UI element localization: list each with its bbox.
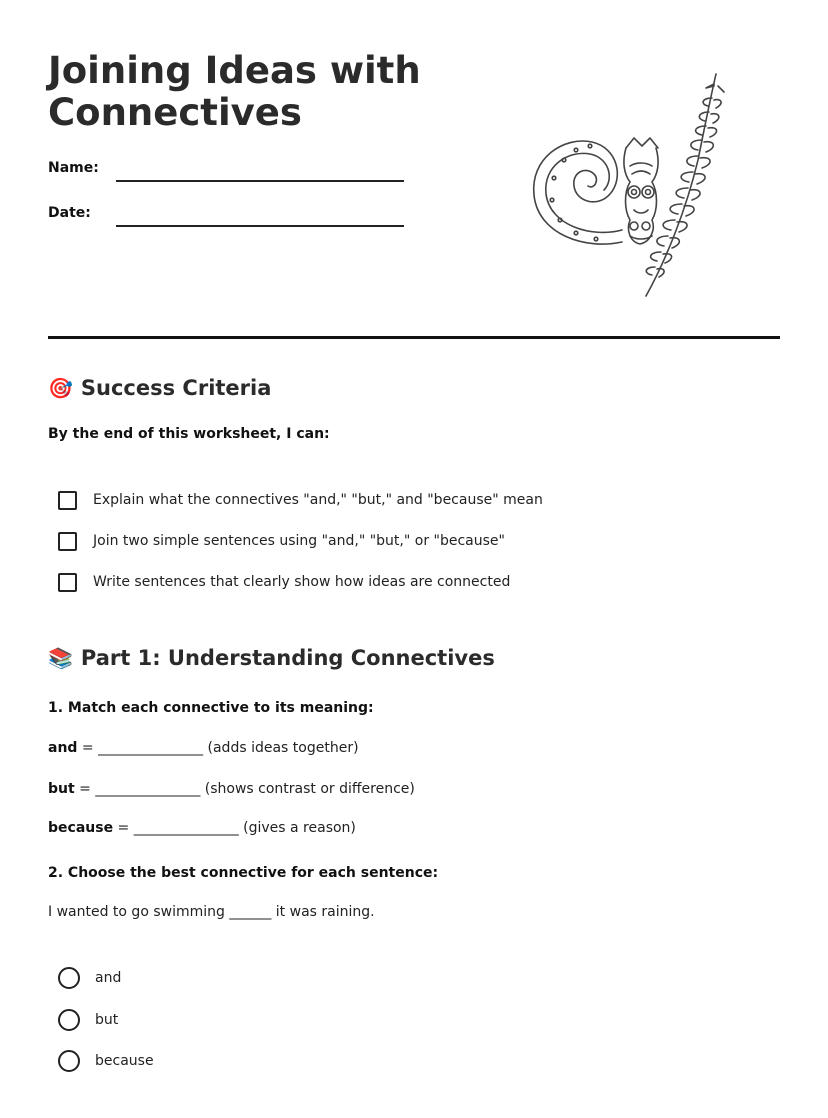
criteria-label: Join two simple sentences using "and," "but," or "because" [93, 533, 505, 549]
match-row-but [48, 781, 415, 797]
match-row-because [48, 820, 356, 836]
success-criteria-heading [48, 376, 271, 400]
date-write-line[interactable] [116, 225, 404, 227]
success-criteria-intro: By the end of this worksheet, I can: [48, 426, 330, 442]
section-divider [48, 336, 780, 339]
criteria-label: Explain what the connectives "and," "but," and "because" mean [93, 492, 543, 508]
option-and[interactable] [58, 966, 121, 990]
match-blank-text[interactable]: = _______________ (shows contrast or difference) [74, 781, 415, 797]
connective-word: and [48, 740, 78, 756]
name-label: Name: [48, 160, 99, 176]
name-write-line[interactable] [116, 180, 404, 182]
radio-button[interactable] [58, 1009, 80, 1031]
criteria-item-2[interactable] [58, 529, 505, 553]
checkbox[interactable] [58, 491, 77, 510]
question-2-prompt: 2. Choose the best connective for each sentence: [48, 865, 439, 881]
option-but[interactable] [58, 1008, 118, 1032]
books-icon: 📚 [48, 646, 73, 670]
name-field [48, 160, 408, 184]
match-blank-text[interactable]: = _______________ (adds ideas together) [77, 740, 359, 756]
connective-word: because [48, 820, 114, 836]
connective-word: but [48, 781, 75, 797]
criteria-item-3[interactable] [58, 570, 510, 594]
option-label: because [95, 1053, 154, 1069]
criteria-item-1[interactable] [58, 488, 543, 512]
match-blank-text[interactable]: = _______________ (gives a reason) [113, 820, 356, 836]
page-title: Joining Ideas with Connectives [48, 49, 421, 134]
question-1-prompt: 1. Match each connective to its meaning: [48, 700, 374, 716]
part1-title: Part 1: Understanding Connectives [80, 646, 495, 670]
checkbox[interactable] [58, 573, 77, 592]
question-2-sentence: I wanted to go swimming ______ it was raining. [48, 904, 375, 920]
worksheet-page [48, 0, 780, 1118]
radio-button[interactable] [58, 967, 80, 989]
radio-button[interactable] [58, 1050, 80, 1072]
checkbox[interactable] [58, 532, 77, 551]
date-label: Date: [48, 205, 91, 221]
part1-heading [48, 646, 495, 670]
option-because[interactable] [58, 1049, 154, 1073]
option-label: but [95, 1012, 119, 1028]
match-row-and [48, 740, 359, 756]
date-field [48, 205, 408, 229]
success-criteria-title: Success Criteria [80, 376, 272, 400]
option-label: and [95, 970, 122, 986]
target-icon: 🎯 [48, 376, 73, 400]
maori-koru-tiki-fern-icon [526, 70, 726, 300]
criteria-label: Write sentences that clearly show how ideas are connected [93, 574, 511, 590]
